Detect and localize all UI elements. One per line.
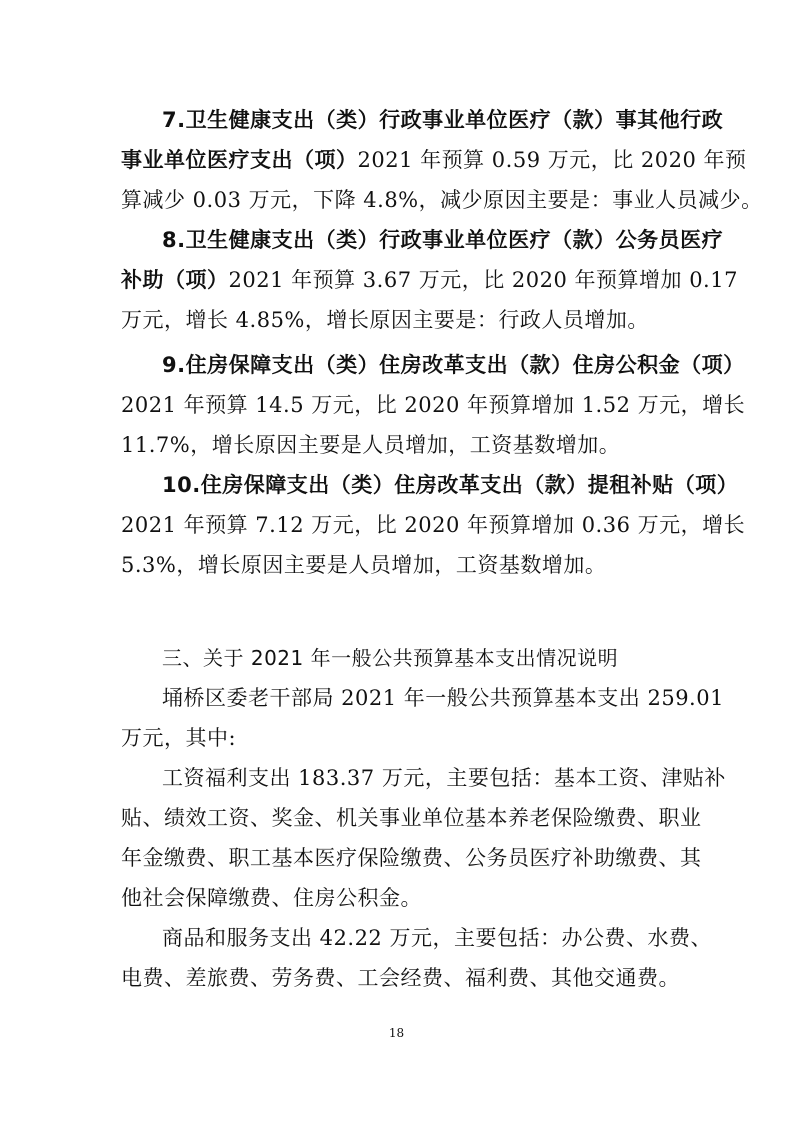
- item10-title: 10.住房保障支出（类）住房改革支出（款）提租补贴（项）: [162, 473, 739, 497]
- section3-p1-line2: 万元，其中:: [121, 726, 237, 750]
- item8-line2: [121, 266, 738, 294]
- item8-title-cont: 补助（项）: [121, 268, 229, 292]
- item10-line2: 2021 年预算 7.12 万元，比 2020 年预算增加 0.36 万元，增长: [121, 513, 746, 537]
- section3-p3-line2: 电费、差旅费、劳务费、工会经费、福利费、其他交通费。: [121, 966, 680, 990]
- item7-title: 7.卫生健康支出（类）行政事业单位医疗（款）事其他行政: [162, 108, 724, 132]
- section3-p2-line3: 年金缴费、职工基本医疗保险缴费、公务员医疗补助缴费、其: [121, 846, 702, 870]
- item7-text: 2021 年预算 0.59 万元，比 2020 年预: [357, 148, 747, 172]
- item9-line3: 11.7%，增长原因主要是人员增加，工资基数增加。: [121, 433, 621, 457]
- item9-title: 9.住房保障支出（类）住房改革支出（款）住房公积金（项）: [162, 353, 745, 377]
- item8-text: 2021 年预算 3.67 万元，比 2020 年预算增加 0.17: [228, 268, 738, 292]
- item10-line3: 5.3%，增长原因主要是人员增加，工资基数增加。: [121, 553, 607, 577]
- item7-title-cont: 事业单位医疗支出（项）: [121, 148, 358, 172]
- section3-p2-line2: 贴、绩效工资、奖金、机关事业单位基本养老保险缴费、职业: [121, 806, 702, 830]
- item8-title: 8.卫生健康支出（类）行政事业单位医疗（款）公务员医疗: [162, 228, 724, 252]
- page-number: 18: [388, 1026, 405, 1040]
- item7-line2: [121, 146, 747, 174]
- item9-line2: 2021 年预算 14.5 万元，比 2020 年预算增加 1.52 万元，增长: [121, 393, 746, 417]
- item7-line3: 算减少 0.03 万元，下降 4.8%，减少原因主要是：事业人员减少。: [121, 188, 763, 212]
- section3-p1-line1: 埇桥区委老干部局 2021 年一般公共预算基本支出 259.01: [162, 686, 724, 710]
- section3-heading: 三、关于 2021 年一般公共预算基本支出情况说明: [162, 646, 619, 670]
- section3-p2-line4: 他社会保障缴费、住房公积金。: [121, 886, 422, 910]
- item8-line3: 万元，增长 4.85%，增长原因主要是：行政人员增加。: [121, 308, 649, 332]
- section3-p3-line1: 商品和服务支出 42.22 万元，主要包括：办公费、水费、: [162, 926, 712, 950]
- section3-p2-line1: 工资福利支出 183.37 万元，主要包括：基本工资、津贴补: [162, 766, 726, 790]
